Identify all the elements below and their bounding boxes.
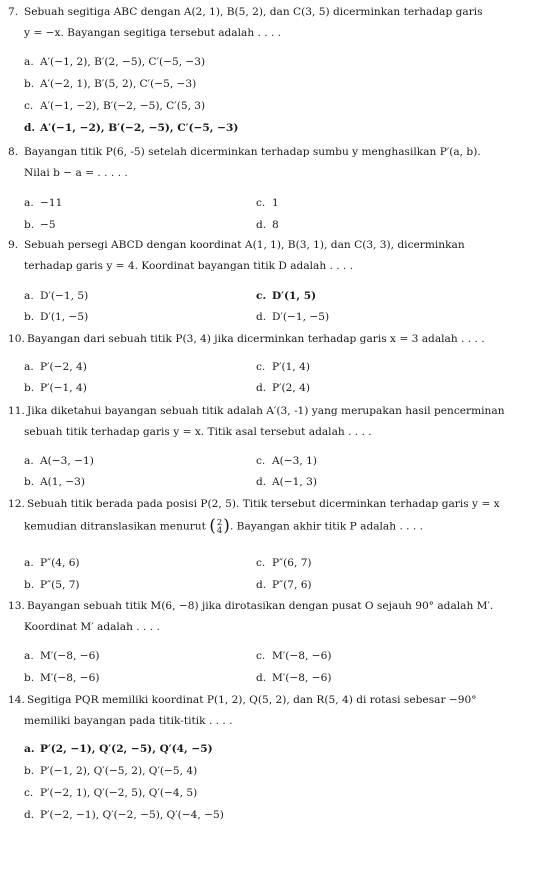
question-13 bbox=[8, 600, 544, 633]
question-number: 8. bbox=[8, 146, 19, 158]
question-number: 7. bbox=[8, 6, 19, 18]
option-d[interactable]: d. P″(7, 6) bbox=[256, 579, 312, 591]
option-c[interactable]: c. P″(6, 7) bbox=[256, 557, 312, 569]
question-text-line1: Sebuah persegi ABCD dengan koordinat A(1, 1), B(3, 1), dan C(3, 3), dicerminkan bbox=[24, 239, 465, 251]
option-text: P′(−1, 2), Q′(−5, 2), Q′(−5, 4) bbox=[40, 765, 198, 777]
question-text-line2: kemudian ditranslasikan menurut ( 2 4 ) . Bayangan akhir titik P adalah . . . . bbox=[24, 516, 424, 537]
option-text: A′(−1, −2), B′(−2, −5), C′(−5, −3) bbox=[40, 122, 239, 134]
question-text-line1: Segitiga PQR memiliki koordinat P(1, 2), Q(5, 2), dan R(5, 4) di rotasi sebesar −90° bbox=[27, 694, 477, 706]
option-a[interactable]: a. −11 bbox=[24, 197, 63, 209]
option-text: M′(−8, −6) bbox=[40, 672, 100, 684]
option-b[interactable]: b. A(1, −3) bbox=[24, 476, 86, 488]
option-text: D′(1, 5) bbox=[272, 290, 317, 302]
question-14 bbox=[8, 694, 544, 727]
option-text: P″(6, 7) bbox=[272, 557, 312, 569]
option-a[interactable]: a. M′(−8, −6) bbox=[24, 650, 100, 662]
option-b[interactable]: b. P′(−1, 2), Q′(−5, 2), Q′(−5, 4) bbox=[24, 765, 198, 777]
option-text: 8 bbox=[272, 219, 279, 231]
option-b[interactable]: b. P″(5, 7) bbox=[24, 579, 80, 591]
question-number: 11. bbox=[8, 405, 25, 417]
option-text: P′(1, 4) bbox=[272, 361, 311, 373]
question-text-line1: Bayangan titik P(6, -5) setelah dicerminkan terhadap sumbu y menghasilkan P′(a, b). bbox=[24, 146, 481, 158]
question-text-line2: terhadap garis y = 4. Koordinat bayangan titik D adalah . . . . bbox=[24, 260, 354, 273]
question-text-line1: Jika diketahui bayangan sebuah titik adalah A′(3, -1) yang merupakan hasil pencerminan bbox=[27, 405, 505, 417]
option-text: P′(−2, 1), Q′(−2, 5), Q′(−4, 5) bbox=[40, 787, 198, 799]
question-number: 9. bbox=[8, 239, 19, 251]
question-text-line2: Koordinat M′ adalah . . . . bbox=[24, 621, 160, 634]
question-12 bbox=[8, 498, 544, 535]
question-text-line1: Bayangan sebuah titik M(6, −8) jika dirotasikan dengan pusat O sejauh 90° adalah M′. bbox=[27, 600, 494, 612]
question-9 bbox=[8, 239, 544, 272]
option-text: A(1, −3) bbox=[40, 476, 86, 488]
option-text: A′(−1, 2), B′(2, −5), C′(−5, −3) bbox=[40, 56, 206, 68]
question-text-line2: y = −x. Bayangan segitiga tersebut adalah . . . . bbox=[24, 27, 282, 40]
option-text: A(−3, −1) bbox=[40, 455, 94, 467]
option-d[interactable]: d. A′(−1, −2), B′(−2, −5), C′(−5, −3) bbox=[24, 122, 239, 134]
option-a[interactable]: a. A(−3, −1) bbox=[24, 455, 94, 467]
option-text: P′(2, 4) bbox=[272, 382, 311, 394]
translation-vector: ( 2 4 ) bbox=[209, 516, 230, 537]
option-text: P′(2, −1), Q′(2, −5), Q′(4, −5) bbox=[40, 743, 213, 755]
option-c[interactable]: c. P′(1, 4) bbox=[256, 361, 311, 373]
question-number: 13. bbox=[8, 600, 25, 612]
option-c[interactable]: c. P′(−2, 1), Q′(−2, 5), Q′(−4, 5) bbox=[24, 787, 198, 799]
option-text: −5 bbox=[40, 219, 56, 231]
option-d[interactable]: d. P′(2, 4) bbox=[256, 382, 311, 394]
question-11 bbox=[8, 405, 544, 438]
option-text: M′(−8, −6) bbox=[272, 672, 332, 684]
question-text-line2: Nilai b − a = . . . . . bbox=[24, 167, 128, 180]
option-b[interactable]: b. A′(−2, 1), B′(5, 2), C′(−5, −3) bbox=[24, 78, 197, 90]
option-b[interactable]: b. P′(−1, 4) bbox=[24, 382, 87, 394]
option-d[interactable]: d. D′(−1, −5) bbox=[256, 311, 330, 323]
question-number: 12. bbox=[8, 498, 25, 510]
option-text: D′(1, −5) bbox=[40, 311, 89, 323]
option-b[interactable]: b. −5 bbox=[24, 219, 56, 231]
vector-top: 2 bbox=[216, 517, 223, 528]
option-d[interactable]: d. 8 bbox=[256, 219, 279, 231]
option-c[interactable]: c. A′(−1, −2), B′(−2, −5), C′(5, 3) bbox=[24, 100, 206, 112]
option-text: P′(−1, 4) bbox=[40, 382, 87, 394]
option-text: P′(−2, 4) bbox=[40, 361, 87, 373]
option-c[interactable]: c. D′(1, 5) bbox=[256, 290, 317, 302]
option-b[interactable]: b. D′(1, −5) bbox=[24, 311, 89, 323]
option-c[interactable]: c. M′(−8, −6) bbox=[256, 650, 332, 662]
question-number: 14. bbox=[8, 694, 25, 706]
option-text: −11 bbox=[40, 197, 63, 209]
option-a[interactable]: a. P″(4, 6) bbox=[24, 557, 80, 569]
option-text: D′(−1, −5) bbox=[272, 311, 330, 323]
option-text: M′(−8, −6) bbox=[40, 650, 100, 662]
option-d[interactable]: d. A(−1, 3) bbox=[256, 476, 318, 488]
vector-bottom: 4 bbox=[216, 525, 223, 536]
option-a[interactable]: a. P′(2, −1), Q′(2, −5), Q′(4, −5) bbox=[24, 743, 213, 755]
question-text-line1: Sebuah segitiga ABC dengan A(2, 1), B(5, 2), dan C(3, 5) dicerminkan terhadap garis bbox=[24, 6, 483, 18]
option-text: D′(−1, 5) bbox=[40, 290, 89, 302]
question-number: 10. bbox=[8, 333, 25, 345]
question-text-line1: Bayangan dari sebuah titik P(3, 4) jika dicerminkan terhadap garis x = 3 adalah . . . . bbox=[27, 333, 485, 345]
option-d[interactable]: d. P′(−2, −1), Q′(−2, −5), Q′(−4, −5) bbox=[24, 809, 224, 821]
option-a[interactable]: a. D′(−1, 5) bbox=[24, 290, 89, 302]
question-10 bbox=[8, 333, 544, 345]
question-text-line2: sebuah titik terhadap garis y = x. Titik asal tersebut adalah . . . . bbox=[24, 426, 372, 439]
option-text: P″(4, 6) bbox=[40, 557, 80, 569]
option-text: A(−3, 1) bbox=[272, 455, 318, 467]
question-8 bbox=[8, 146, 544, 179]
option-c[interactable]: c. A(−3, 1) bbox=[256, 455, 318, 467]
option-a[interactable]: a. A′(−1, 2), B′(2, −5), C′(−5, −3) bbox=[24, 56, 206, 68]
question-7 bbox=[8, 6, 544, 39]
option-text: 1 bbox=[272, 197, 279, 209]
option-text: A′(−1, −2), B′(−2, −5), C′(5, 3) bbox=[40, 100, 206, 112]
option-d[interactable]: d. M′(−8, −6) bbox=[256, 672, 332, 684]
option-text: A′(−2, 1), B′(5, 2), C′(−5, −3) bbox=[40, 78, 197, 90]
question-text-line2: memiliki bayangan pada titik-titik . . . . bbox=[24, 715, 233, 728]
option-text: M′(−8, −6) bbox=[272, 650, 332, 662]
option-a[interactable]: a. P′(−2, 4) bbox=[24, 361, 87, 373]
question-text-line1: Sebuah titik berada pada posisi P(2, 5). Titik tersebut dicerminkan terhadap garis y = x bbox=[27, 498, 500, 510]
option-text: P″(5, 7) bbox=[40, 579, 80, 591]
option-b[interactable]: b. M′(−8, −6) bbox=[24, 672, 100, 684]
option-text: P′(−2, −1), Q′(−2, −5), Q′(−4, −5) bbox=[40, 809, 224, 821]
option-c[interactable]: c. 1 bbox=[256, 197, 279, 209]
option-text: P″(7, 6) bbox=[272, 579, 312, 591]
option-text: A(−1, 3) bbox=[272, 476, 318, 488]
